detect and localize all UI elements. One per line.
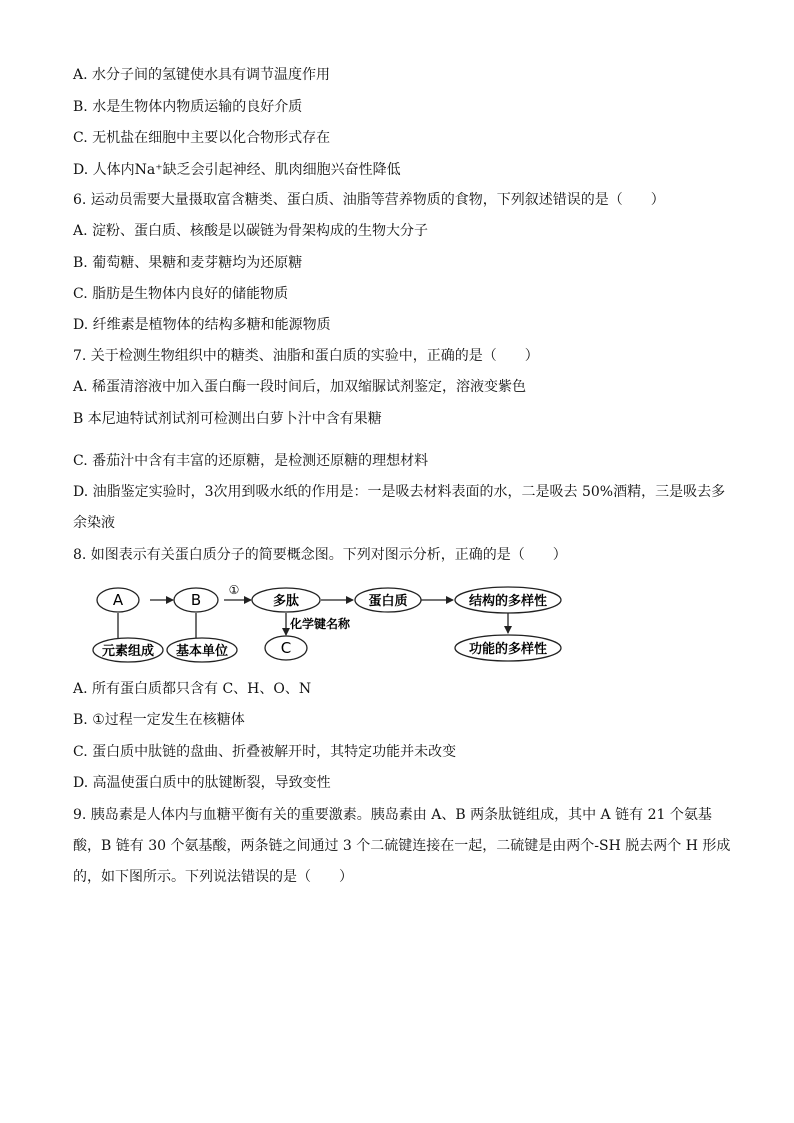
q9-stem-line-3: 的，如下图所示。下列说法错误的是（ ） — [73, 869, 353, 885]
protein-concept-diagram — [90, 580, 570, 670]
q7-option-c: C. 番茄汁中含有丰富的还原糖，是检测还原糖的理想材料 — [73, 453, 429, 469]
q9-stem-line-1: 9. 胰岛素是人体内与血糖平衡有关的重要激素。胰岛素由 A、B 两条肽链组成，其中 A 链有 21 个氨基 — [73, 807, 712, 823]
q7-option-d-continued: 余染液 — [73, 515, 115, 531]
q7-option-a: A. 稀蛋清溶液中加入蛋白酶一段时间后，加双缩脲试剂鉴定，溶液变紫色 — [73, 379, 527, 395]
structure-diversity-label: 结构的多样性 — [468, 594, 548, 609]
node-a-label: A — [112, 591, 124, 609]
basic-unit-label: 基本单位 — [175, 644, 229, 659]
q9-stem-line-2: 酸，B 链有 30 个氨基酸，两条链之间通过 3 个二硫键连接在一起，二硫键是由两个-SH 脱去两个 H 形成 — [73, 838, 731, 854]
q8-option-b: B. ①过程一定发生在核糖体 — [73, 712, 245, 728]
element-composition-label: 元素组成 — [101, 644, 155, 659]
q7-option-d: D. 油脂鉴定实验时，3次用到吸水纸的作用是：一是吸去材料表面的水，二是吸去 50%酒精，三是吸去多 — [73, 484, 726, 500]
q6-option-a: A. 淀粉、蛋白质、核酸是以碳链为骨架构成的生物大分子 — [73, 223, 429, 239]
q5-option-c: C. 无机盐在细胞中主要以化合物形式存在 — [73, 130, 331, 146]
function-diversity-label: 功能的多样性 — [468, 642, 548, 657]
q6-stem: 6. 运动员需要大量摄取富含糖类、蛋白质、油脂等营养物质的食物，下列叙述错误的是（ ） — [73, 192, 665, 208]
q7-option-b: B 本尼迪特试剂试剂可检测出白萝卜汁中含有果糖 — [73, 411, 382, 427]
q7-stem: 7. 关于检测生物组织中的糖类、油脂和蛋白质的实验中，正确的是（ ） — [73, 348, 539, 364]
q5-option-b: B. 水是生物体内物质运输的良好介质 — [73, 99, 303, 115]
q6-option-d: D. 纤维素是植物体的结构多糖和能源物质 — [73, 317, 331, 333]
q8-stem: 8. 如图表示有关蛋白质分子的简要概念图。下列对图示分析，正确的是（ ） — [73, 547, 567, 563]
q8-option-a: A. 所有蛋白质都只含有 C、H、O、N — [73, 681, 312, 697]
node-b-label: B — [190, 591, 202, 609]
q8-option-d: D. 高温使蛋白质中的肽键断裂，导致变性 — [73, 775, 331, 791]
q8-option-c: C. 蛋白质中肽链的盘曲、折叠被解开时，其特定功能并未改变 — [73, 744, 457, 760]
step-1-label: ① — [228, 583, 240, 597]
bond-name-label: 化学键名称 — [290, 617, 351, 631]
q5-option-a: A. 水分子间的氢键使水具有调节温度作用 — [73, 67, 331, 83]
q6-option-b: B. 葡萄糖、果糖和麦芽糖均为还原糖 — [73, 255, 303, 271]
polypeptide-label: 多肽 — [272, 594, 300, 609]
q5-option-d: D. 人体内Na⁺缺乏会引起神经、肌肉细胞兴奋性降低 — [73, 162, 401, 178]
protein-label: 蛋白质 — [368, 594, 408, 609]
node-c-label: C — [280, 639, 292, 657]
q6-option-c: C. 脂肪是生物体内良好的储能物质 — [73, 286, 289, 302]
